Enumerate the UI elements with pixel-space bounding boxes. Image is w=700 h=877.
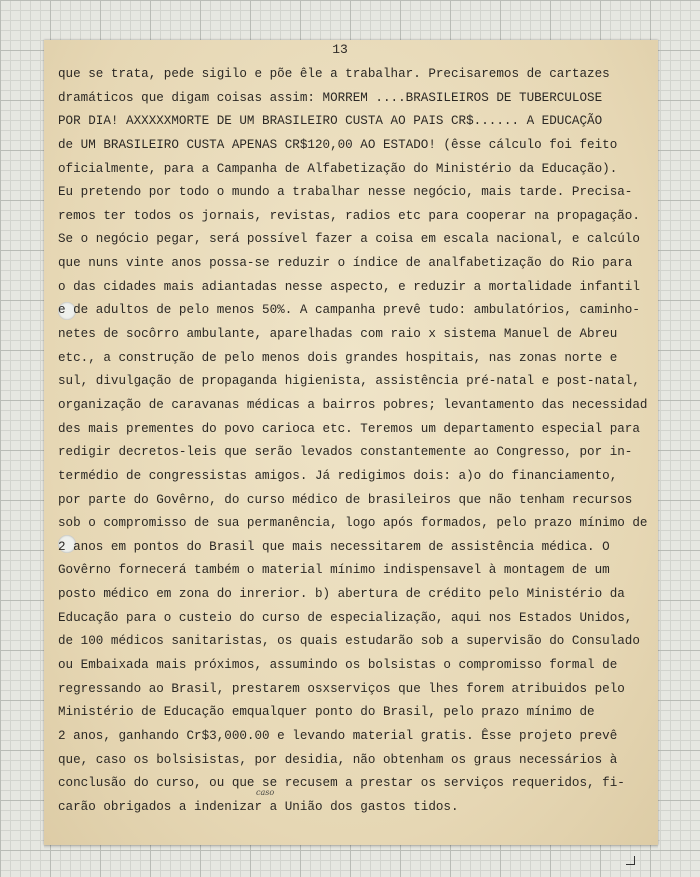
text-line: posto médico em zona do inrerior. b) abertura de crédito pelo Ministério da: [58, 587, 625, 602]
text-line: de 100 médicos sanitaristas, os quais estudarão sob a supervisão do Consulado: [58, 634, 640, 649]
text-line: organização de caravanas médicas a bairros pobres; levantamento das necessidad: [58, 397, 648, 412]
text-line: Ministério de Educação emqualquer ponto do Brasil, pelo prazo mínimo de: [58, 705, 595, 720]
text-line: sul, divulgação de propaganda higienista, assistência pré-natal e post-natal,: [58, 374, 640, 389]
text-line: sob o compromisso de sua permanência, logo após formados, pelo prazo mínimo de: [58, 516, 648, 531]
text-line: netes de socôrro ambulante, aparelhadas com raio x sistema Manuel de Abreu: [58, 327, 618, 342]
text-line: POR DIA! AXXXXXMORTE DE UM BRASILEIRO CUSTA AO PAIS CR$...... A EDUCAÇÃO: [58, 114, 603, 129]
corner-mark: [626, 856, 635, 865]
handwritten-annotation: caso: [256, 788, 275, 797]
text-line: remos ter todos os jornais, revistas, radios etc para cooperar na propagação.: [58, 208, 640, 223]
text-line: termédio de congressistas amigos. Já redigimos dois: a)o do financiamento,: [58, 468, 618, 483]
text-line: oficialmente, para a Campanha de Alfabetização do Ministério da Educação).: [58, 161, 618, 176]
text-line: Se o negócio pegar, será possível fazer a coisa em escala nacional, e calcúlo: [58, 232, 640, 247]
text-line: que nuns vinte anos possa-se reduzir o índice de analfabetização do Rio para: [58, 256, 633, 271]
text-line: o das cidades mais adiantadas nesse aspecto, e reduzir a mortalidade infantil: [58, 279, 640, 294]
text-line: des mais prementes do povo carioca etc. Teremos um departamento especial para: [58, 421, 640, 436]
text-line: que, caso os bolsisistas, por desidia, não obtenham os graus necessários à: [58, 752, 618, 767]
text-line: etc., a construção de pelo menos dois grandes hospitais, nas zonas norte e: [58, 350, 618, 365]
text-line: 2 anos, ganhando Cr$3,000.00 e levando material gratis. Êsse projeto prevê: [58, 728, 618, 743]
text-line: carão obrigados a indenizar a União dos gastos tidos.: [58, 799, 459, 814]
typed-text-body: [58, 63, 658, 820]
text-line: de UM BRASILEIRO CUSTA APENAS CR$120,00 AO ESTADO! (êsse cálculo foi feito: [58, 137, 618, 152]
text-line: que se trata, pede sigilo e põe êle a trabalhar. Precisaremos de cartazes: [58, 67, 610, 81]
page-number: 13: [332, 42, 348, 57]
text-line: Educação para o custeio do curso de especialização, aqui nos Estados Unidos,: [58, 610, 633, 625]
text-line: 2 anos em pontos do Brasil que mais necessitarem de assistência médica. O: [58, 539, 610, 554]
page-edge-shadow: [44, 845, 658, 849]
text-line: ou Embaixada mais próximos, assumindo os bolsistas o compromisso formal de: [58, 658, 618, 673]
typewritten-page: [44, 40, 658, 845]
text-line: Govêrno fornecerá também o material mínimo indispensavel à montagem de um: [58, 563, 610, 578]
text-line: regressando ao Brasil, prestarem osxserviços que lhes forem atribuidos pelo: [58, 681, 625, 696]
text-line: dramáticos que digam coisas assim: MORREM ....BRASILEIROS DE TUBERCULOSE: [58, 90, 603, 105]
text-line: e de adultos de pelo menos 50%. A campanha prevê tudo: ambulatórios, caminho-: [58, 303, 640, 318]
text-line: conclusão do curso, ou que se recusem a prestar os serviços requeridos, fi-: [58, 776, 625, 791]
text-line: por parte do Govêrno, do curso médico de brasileiros que não tenham recursos: [58, 492, 633, 507]
text-line: Eu pretendo por todo o mundo a trabalhar nesse negócio, mais tarde. Precisa-: [58, 185, 633, 200]
text-line: redigir decretos-leis que serão levados constantemente ao Congresso, por in-: [58, 445, 633, 460]
